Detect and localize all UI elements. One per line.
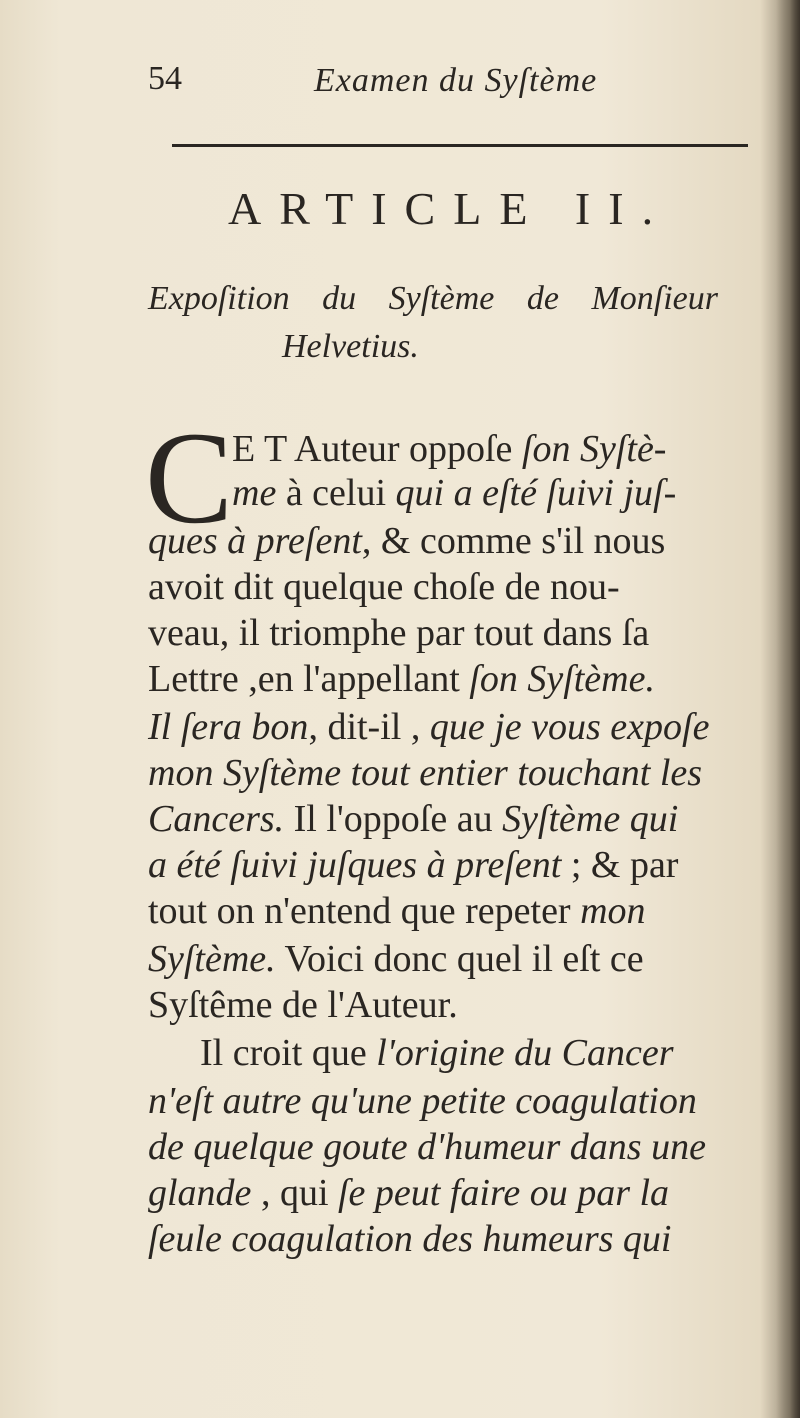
text-segment: avoit dit quelque choſe de nou-: [148, 566, 620, 608]
article-subtitle-line-2: Helvetius.: [282, 328, 419, 365]
body-line: [148, 1128, 706, 1166]
text-segment: , dit-il ,: [308, 706, 430, 748]
text-segment-italic: me: [232, 472, 277, 514]
text-segment: , qui: [251, 1172, 338, 1214]
body-line: [148, 568, 620, 606]
body-line: [148, 660, 655, 698]
text-segment-italic: que je vous expoſe: [429, 706, 710, 748]
text-segment-italic: ſeule coagulation des humeurs qui: [148, 1218, 672, 1260]
text-segment-italic: Syſtème.: [148, 938, 276, 980]
text-segment-italic: ſon Syſtè-: [521, 428, 667, 470]
text-segment: tout on n'entend que repeter: [148, 890, 581, 932]
body-line: [148, 522, 665, 560]
header-rule: [172, 144, 748, 147]
text-segment: veau, il triomphe par tout dans ſa: [148, 612, 650, 654]
body-line: [148, 754, 702, 792]
text-segment: ; & par: [561, 844, 679, 886]
text-segment-italic: Syſtème qui: [502, 798, 679, 840]
body-line: [232, 430, 666, 468]
article-subtitle-line-1: Expoſition du Syſtème de Monſieur: [148, 280, 718, 317]
body-line: [148, 846, 678, 884]
article-title: ARTICLE II.: [228, 183, 672, 234]
running-head: Examen du Syſtème: [314, 62, 598, 99]
body-line: [148, 1174, 669, 1212]
text-segment: , & comme s'il nous: [361, 520, 666, 562]
text-segment-italic: n'eſt autre qu'une petite coagulation: [148, 1080, 697, 1122]
page-number: 54: [148, 60, 182, 97]
text-segment: Il l'oppoſe au: [284, 798, 503, 840]
text-segment-italic: a été ſuivi juſques à preſent: [148, 844, 562, 886]
text-segment-italic: ſon Syſtème.: [469, 658, 655, 700]
body-line: [148, 940, 644, 978]
text-segment-italic: glande: [148, 1172, 252, 1214]
body-line: [232, 474, 676, 512]
text-segment: Lettre ,en l'appellant: [148, 658, 470, 700]
page-header: [148, 60, 748, 110]
text-segment-italic: mon Syſtème tout entier touchant les: [148, 752, 703, 794]
text-segment-italic: qui a eſté ſuivi juſ-: [395, 472, 677, 514]
text-segment: Il croit que: [200, 1032, 377, 1074]
text-segment-italic: ques à preſent: [148, 520, 362, 562]
body-line: [148, 708, 709, 746]
body-line: [148, 1082, 697, 1120]
text-segment: Syſtême de l'Auteur.: [148, 984, 458, 1026]
body-line: [148, 986, 458, 1024]
drop-cap: C: [145, 404, 234, 551]
text-segment: Voici donc quel il eſt ce: [275, 938, 644, 980]
body-line: [148, 614, 649, 652]
text-segment-italic: Cancers.: [148, 798, 285, 840]
text-segment: à celui: [276, 472, 396, 514]
body-line: [148, 1220, 671, 1258]
text-segment-italic: de quelque goute d'humeur dans une: [148, 1126, 706, 1168]
body-line: [148, 892, 646, 930]
text-segment-italic: ſe peut faire ou par la: [338, 1172, 670, 1214]
text-segment-italic: l'origine du Cancer: [376, 1032, 674, 1074]
text-segment-italic: Il ſera bon: [148, 706, 309, 748]
body-line: [148, 800, 678, 838]
text-segment-italic: mon: [580, 890, 646, 932]
body-line: [200, 1034, 674, 1072]
text-segment: E T Auteur oppoſe: [232, 428, 522, 470]
